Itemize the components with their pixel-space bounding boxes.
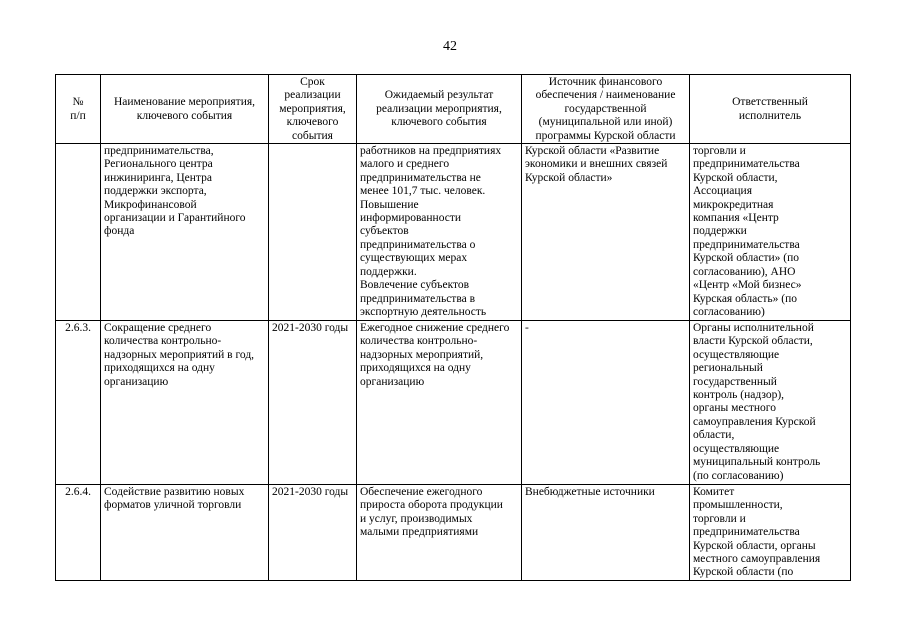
document-table xyxy=(55,74,851,581)
period-cell: 2021-2030 годы xyxy=(269,321,357,485)
expected-result-cell: Ежегодное снижение среднего количества контрольно- надзорных мероприятий, приходящихся на одну организацию xyxy=(357,321,522,485)
page-number: 42 xyxy=(443,39,457,54)
header-funding-source: Источник финансового обеспечения / наименование государственной (муниципальной или иной) программы Курской области xyxy=(522,75,690,144)
executor-cell: Органы исполнительной власти Курской области, осуществляющие региональный государственный контроль (надзор), органы местного самоуправления Курской области, осуществляющие муниципальный контроль (по согласованию) xyxy=(690,321,851,485)
event-name-cell: Содействие развитию новых форматов уличной торговли xyxy=(101,485,269,581)
funding-source-cell: Внебюджетные источники xyxy=(522,485,690,581)
row-number xyxy=(56,144,101,321)
expected-result-cell: работников на предприятиях малого и среднего предпринимательства не менее 101,7 тыс. человек. Повышение информированности субъектов предпринимательства о существующих мерах поддержки. Вовлечение субъектов предпринимательства в экспортную деятельность xyxy=(357,144,522,321)
period-cell: 2021-2030 годы xyxy=(269,485,357,581)
header-expected-result: Ожидаемый результат реализации мероприятия, ключевого события xyxy=(357,75,522,144)
header-executor: Ответственный исполнитель xyxy=(690,75,851,144)
table-header-row xyxy=(56,75,851,144)
header-number: № п/п xyxy=(56,75,101,144)
executor-cell: торговли и предпринимательства Курской области, Ассоциация микрокредитная компания «Центр поддержки предпринимательства Курской области» (по согласованию), АНО «Центр «Мой бизнес» Курская область» (по согласованию) xyxy=(690,144,851,321)
table-row xyxy=(56,485,851,581)
funding-source-cell: Курской области «Развитие экономики и внешних связей Курской области» xyxy=(522,144,690,321)
table-row xyxy=(56,321,851,485)
header-period: Срок реализации мероприятия, ключевого события xyxy=(269,75,357,144)
row-number: 2.6.4. xyxy=(56,485,101,581)
header-event-name: Наименование мероприятия, ключевого события xyxy=(101,75,269,144)
event-name-cell: Сокращение среднего количества контрольно- надзорных мероприятий в год, приходящихся на одну организацию xyxy=(101,321,269,485)
table-row xyxy=(56,144,851,321)
executor-cell: Комитет промышленности, торговли и предпринимательства Курской области, органы местного самоуправления Курской области (по xyxy=(690,485,851,581)
funding-source-cell: - xyxy=(522,321,690,485)
event-name-cell: предпринимательства, Регионального центра инжиниринга, Центра поддержки экспорта, Микрофинансовой организации и Гарантийного фонда xyxy=(101,144,269,321)
row-number: 2.6.3. xyxy=(56,321,101,485)
period-cell xyxy=(269,144,357,321)
expected-result-cell: Обеспечение ежегодного прироста оборота продукции и услуг, производимых малыми предприятиями xyxy=(357,485,522,581)
